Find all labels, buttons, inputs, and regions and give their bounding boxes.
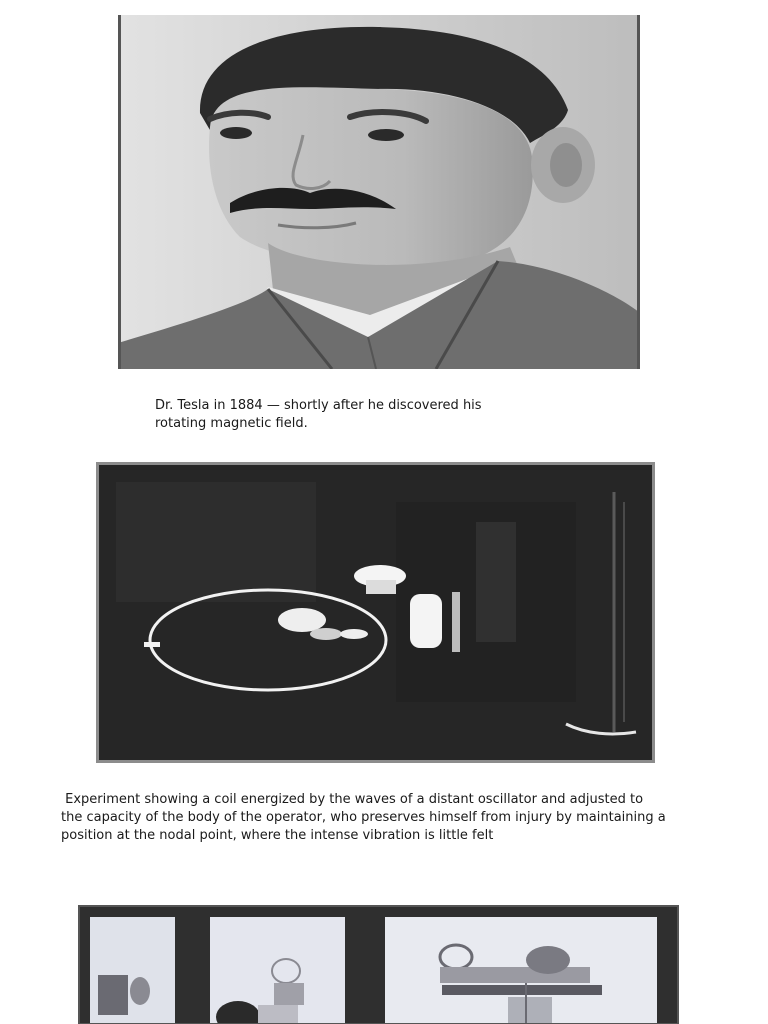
portrait-caption bbox=[155, 397, 482, 433]
caption-line: Dr. Tesla in 1884 — shortly after he discovered his bbox=[155, 398, 482, 413]
caption-line: the capacity of the body of the operator, who preserves himself from injury by maintaining a bbox=[61, 810, 666, 825]
laboratory-photo bbox=[78, 905, 679, 1024]
caption-line: rotating magnetic field. bbox=[155, 416, 308, 431]
caption-line: position at the nodal point, where the intense vibration is little felt bbox=[61, 828, 494, 843]
coil-experiment-caption bbox=[61, 791, 666, 845]
portrait-photo bbox=[118, 15, 640, 369]
coil-experiment-photo bbox=[96, 462, 655, 763]
caption-line: Experiment showing a coil energized by the waves of a distant oscillator and adjusted to bbox=[61, 792, 644, 807]
